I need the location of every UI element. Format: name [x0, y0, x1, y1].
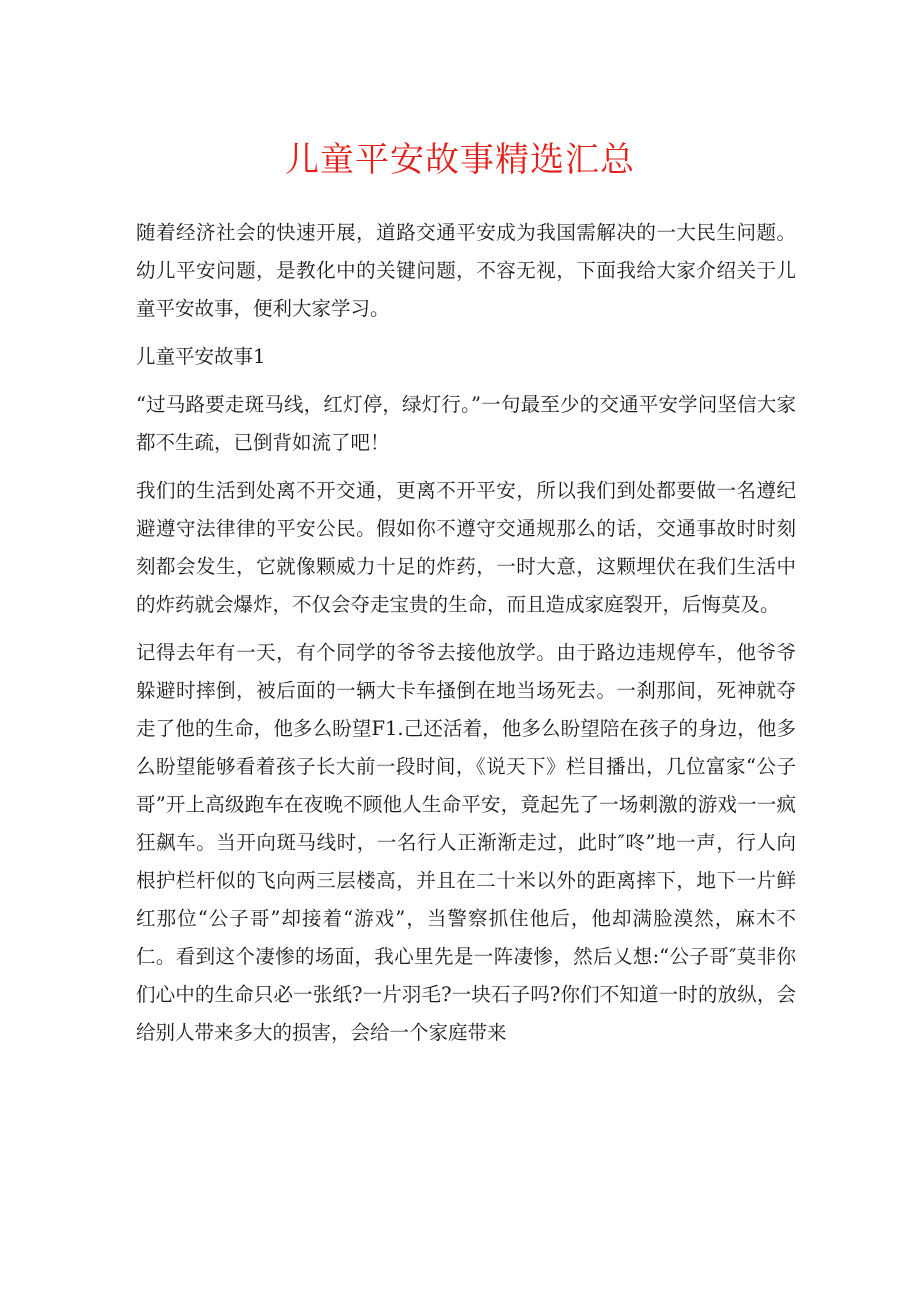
story-paragraph-3: 记得去年有一天，有个同学的爷爷去接他放学。由于路边违规停车，他爷爷躲避时摔倒，被后面的一辆大卡车搔倒在地当场死去。一刹那间，死神就夺走了他的生命，他多么盼望F1.己还活着，他多么盼望陪在孩子的身边，他多么盼望能够看着孩子长大前一段时间，《说天下》栏目播出，几位富家“公子哥”开上高级跑车在夜晚不顾他人生命平安，竟起先了一场刺激的游戏一一疯狂飙车。当开向斑马线时，一名行人正渐渐走过，此时″咚”地一声，行人向根护栏杆似的飞向两三层楼高，并且在二十米以外的距离摔下，地下一片鲜红那位“公子哥”却接着“游戏”，当警察抓住他后，他却满脸漠然，麻木不仁。看到这个凄惨的场面，我心里先是一阵凄惨，然后乂想:“公子哥″莫非你们心中的生命只必一张纸?一片羽毛?一块石子吗?你们不知道一时的放纵，会给别人带来多大的损害，会给一个家庭带来 — [136, 641, 796, 1044]
story-paragraph-1: “过马路要走斑马线，红灯停，绿灯行。”一句最至少的交通平安学问坚信大家都不生疏，已倒背如流了吧！ — [136, 393, 796, 454]
story-paragraph-2: 我们的生活到处离不开交通，更离不开平安，所以我们到处都要做一名遵纪避遵守法律律的平安公民。假如你不遵守交通规那么的话，交通事故时时刻刻都会发生，它就像颗威力十足的炸药，一时大意，这颗埋伏在我们生活中的炸药就会爆炸，不仅会夺走宝贵的生命，而且造成家庭裂开，后悔莫及。 — [136, 479, 796, 616]
document-body — [136, 214, 796, 1062]
document-title: 儿童平安故事精选汇总 — [285, 140, 635, 180]
story-heading: 儿童平安故事1 — [136, 345, 266, 368]
intro-paragraph: 随着经济社会的快速开展，道路交通平安成为我国需解决的一大民生问题。幼儿平安问题，是教化中的关键问题，不容无视，下面我给大家介绍关于儿童平安故事，便利大家学习。 — [136, 221, 796, 320]
